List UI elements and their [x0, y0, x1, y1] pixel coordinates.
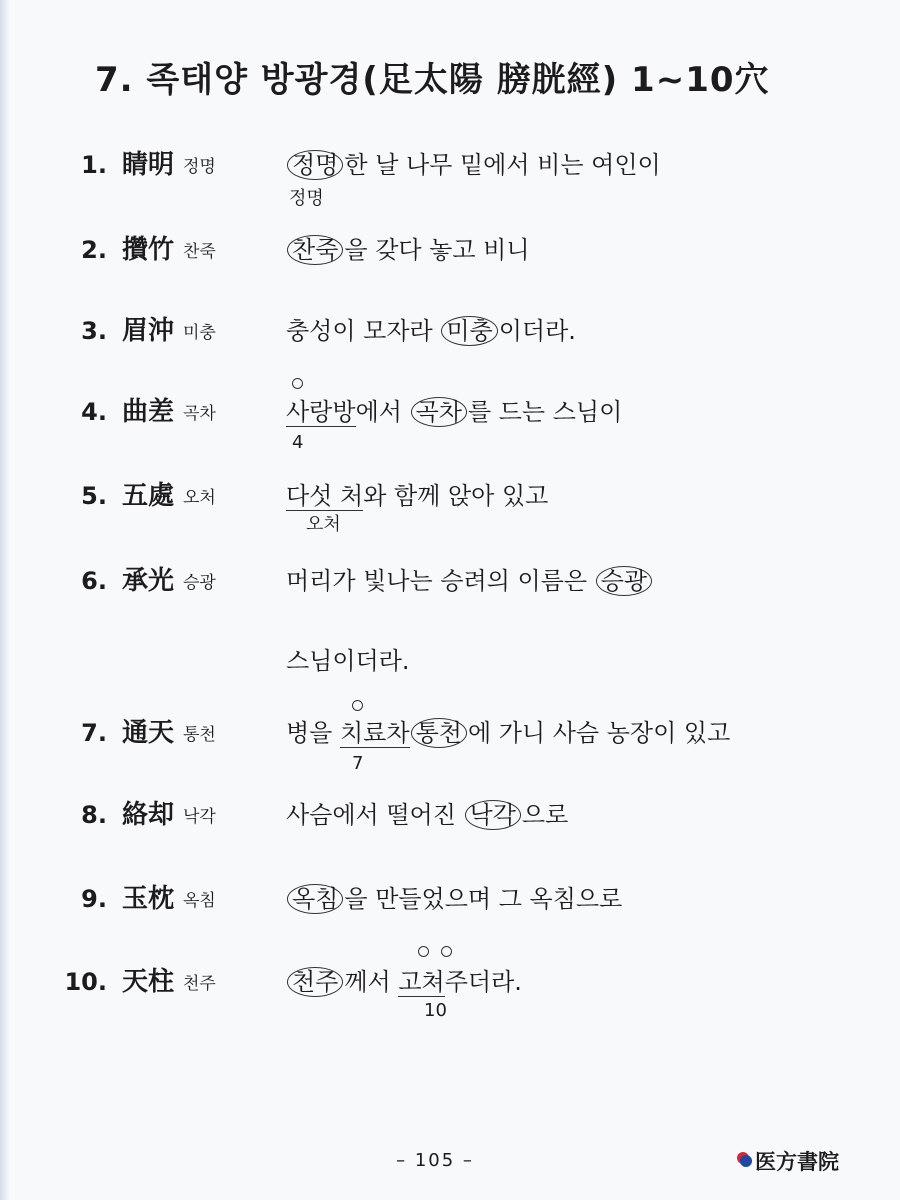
circled-keyword: 찬죽 [287, 235, 343, 265]
circled-keyword: 옥침 [287, 884, 343, 914]
item-number: 1. [81, 151, 107, 179]
circled-keyword: 곡차 [411, 397, 467, 427]
circled-keyword: 천주 [287, 967, 343, 997]
circled-keyword: 낙각 [465, 800, 521, 830]
emphasis-dot [441, 946, 452, 957]
verse-text: 와 함께 앉아 있고 [363, 482, 549, 510]
underlined-keyword: 고쳐 [398, 968, 445, 996]
emphasis-dot [352, 700, 363, 711]
item-number: 4. [81, 398, 107, 426]
item-number: 10. [64, 968, 107, 996]
emphasis-dot [292, 378, 303, 389]
verse-text: 한 날 나무 밑에서 비는 여인이 [344, 151, 661, 179]
item-number: 2. [81, 236, 107, 264]
item-hangul-name: 낙각 [183, 807, 216, 827]
mnemonic-number: 4 [292, 432, 304, 453]
item-hangul-name: 옥침 [183, 891, 216, 911]
list-item [0, 235, 900, 295]
publisher-name: 医方書院 [755, 1149, 839, 1174]
item-verse [286, 718, 730, 748]
item-hanja: 天柱 [122, 967, 175, 997]
list-item [0, 481, 900, 541]
item-hanja: 玉枕 [122, 884, 175, 914]
item-hangul-name: 미충 [183, 323, 216, 343]
underlined-keyword: 다섯 처 [286, 482, 364, 510]
verse-continuation: 스님이더라. [286, 647, 410, 675]
circled-keyword: 통천 [411, 718, 467, 748]
underlined-keyword: 치료차 [340, 719, 410, 747]
item-hanja: 通天 [122, 718, 175, 748]
item-number: 9. [81, 885, 107, 913]
item-verse [286, 967, 522, 997]
circled-keyword: 승광 [596, 566, 652, 596]
item-number: 6. [81, 567, 107, 595]
verse-text: 사슴에서 떨어진 [286, 801, 464, 829]
item-number: 8. [81, 801, 107, 829]
item-hangul-name: 천주 [183, 974, 216, 994]
emphasis-dot [418, 946, 429, 957]
item-verse [286, 481, 548, 511]
item-hangul-name: 승광 [183, 573, 216, 593]
item-verse [286, 566, 653, 596]
item-hangul-name: 찬죽 [183, 242, 216, 262]
verse-text: 에 가니 사슴 농장이 있고 [467, 719, 731, 747]
pronunciation-note: 정명 [289, 188, 324, 209]
mnemonic-number: 7 [352, 753, 364, 774]
item-hangul-name: 정명 [183, 157, 216, 177]
item-verse [286, 316, 576, 346]
item-verse [286, 397, 622, 427]
item-number: 5. [81, 482, 107, 510]
page-number: – 105 – [396, 1150, 474, 1171]
verse-text: 를 드는 스님이 [467, 398, 623, 426]
list-item [0, 967, 900, 1027]
item-hanja: 五處 [122, 481, 175, 511]
list-item [0, 397, 900, 457]
item-verse [286, 235, 530, 265]
verse-text: 충성이 모자라 [286, 317, 441, 345]
underlined-keyword: 사랑방 [286, 398, 356, 426]
publisher-logo-icon [737, 1152, 754, 1169]
item-hanja: 攢竹 [122, 235, 175, 265]
list-item [0, 884, 900, 944]
pronunciation-note: 오처 [306, 514, 341, 535]
item-hangul-name: 곡차 [183, 404, 216, 424]
verse-text: 께서 [344, 968, 399, 996]
list-item [0, 566, 900, 676]
item-verse [286, 150, 661, 180]
verse-text: 주더라. [444, 968, 522, 996]
item-number: 7. [81, 719, 107, 747]
verse-text: 이더라. [498, 317, 576, 345]
item-hanja: 眉沖 [122, 316, 175, 346]
list-item [0, 150, 900, 210]
mnemonic-number: 10 [424, 1000, 447, 1021]
verse-text: 병을 [286, 719, 340, 747]
verse-text: 에서 [355, 398, 410, 426]
section-title: 7. 족태양 방광경(足太陽 膀胱經) 1~10穴 [95, 60, 770, 100]
item-hanja: 承光 [122, 566, 175, 596]
item-hanja: 曲差 [122, 397, 175, 427]
verse-text: 을 만들었으며 그 옥침으로 [344, 885, 623, 913]
verse-text: 을 갖다 놓고 비니 [344, 236, 530, 264]
item-verse [286, 800, 568, 830]
item-number: 3. [81, 317, 107, 345]
item-verse [286, 884, 622, 914]
item-hangul-name: 통천 [183, 725, 216, 745]
item-hangul-name: 오처 [183, 488, 216, 508]
item-hanja: 睛明 [122, 150, 175, 180]
circled-keyword: 정명 [287, 150, 343, 180]
item-hanja: 絡却 [122, 800, 175, 830]
list-item [0, 316, 900, 376]
list-item [0, 718, 900, 778]
list-item [0, 800, 900, 860]
verse-text: 으로 [521, 801, 569, 829]
circled-keyword: 미충 [441, 316, 497, 346]
verse-text: 머리가 빛나는 승려의 이름은 [286, 567, 595, 595]
